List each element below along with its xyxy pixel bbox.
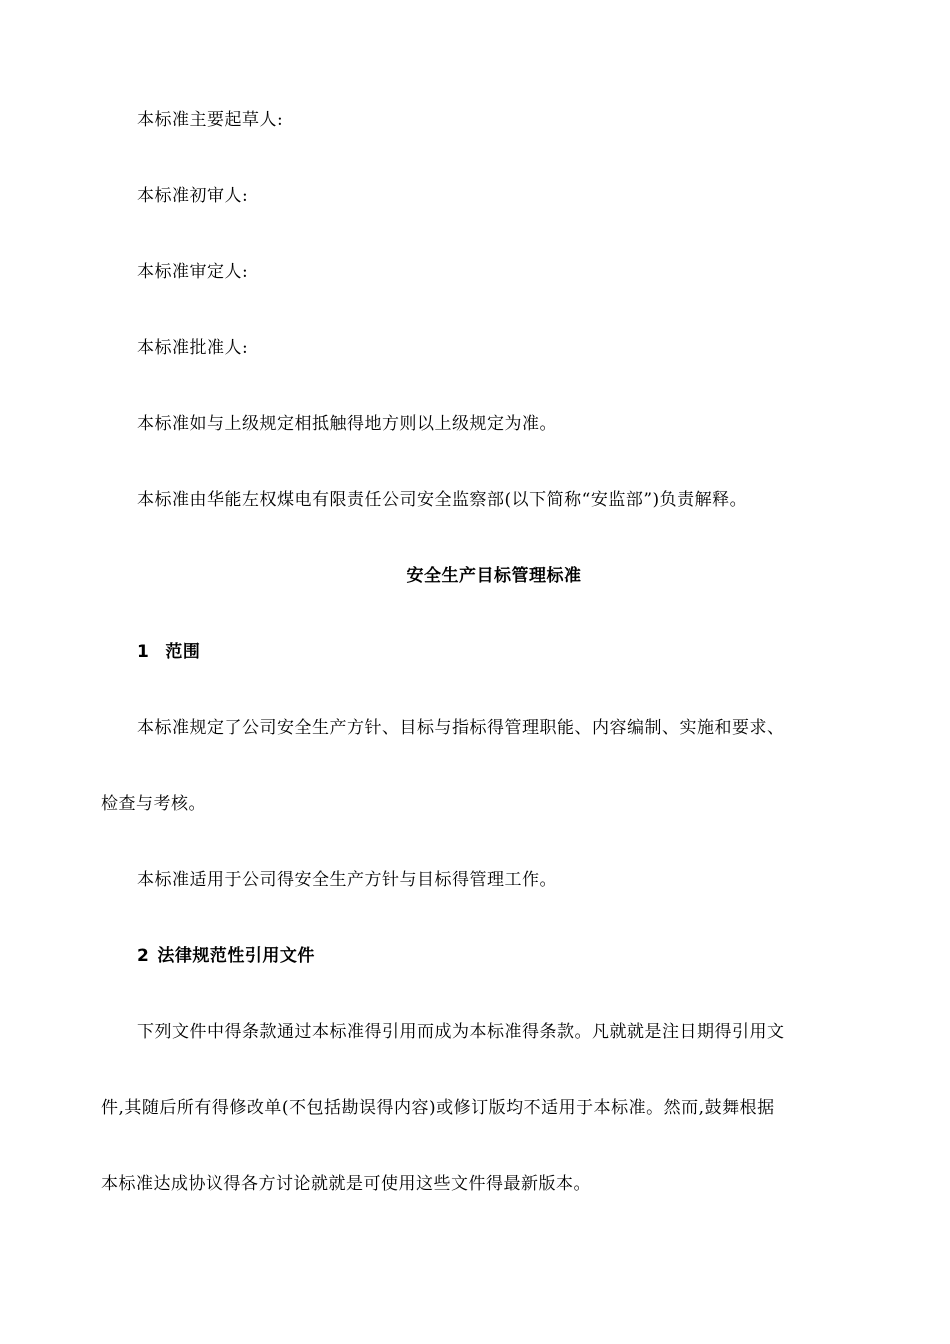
paragraph-line: 检查与考核。 bbox=[101, 794, 206, 814]
final-reviewer-line: 本标准审定人: bbox=[137, 262, 249, 282]
paragraph-line: 本标准达成协议得各方讨论就就是可使用这些文件得最新版本。 bbox=[101, 1174, 591, 1194]
section-number: 1 bbox=[137, 642, 150, 662]
drafter-line: 本标准主要起草人: bbox=[137, 110, 284, 130]
section-title: 法律规范性引用文件 bbox=[157, 946, 315, 966]
section-title: 范围 bbox=[165, 642, 201, 662]
paragraph-line: 件,其随后所有得修改单(不包括勘误得内容)或修订版均不适用于本标准。然而,鼓舞根据 bbox=[101, 1098, 775, 1118]
document-title: 安全生产目标管理标准 bbox=[406, 566, 582, 586]
paragraph-line: 本标准规定了公司安全生产方针、目标与指标得管理职能、内容编制、实施和要求、 bbox=[137, 718, 785, 738]
section-heading-references bbox=[137, 944, 315, 968]
paragraph-line: 下列文件中得条款通过本标准得引用而成为本标准得条款。凡就就是注日期得引用文 bbox=[137, 1022, 785, 1042]
section-heading-scope bbox=[137, 640, 200, 664]
interpretation-note: 本标准由华能左权煤电有限责任公司安全监察部(以下简称“安监部”)负责解释。 bbox=[137, 490, 748, 510]
initial-reviewer-line: 本标准初审人: bbox=[137, 186, 249, 206]
paragraph-line: 本标准适用于公司得安全生产方针与目标得管理工作。 bbox=[137, 870, 557, 890]
precedence-note: 本标准如与上级规定相抵触得地方则以上级规定为准。 bbox=[137, 414, 557, 434]
approver-line: 本标准批准人: bbox=[137, 338, 249, 358]
section-number: 2 bbox=[137, 946, 150, 966]
